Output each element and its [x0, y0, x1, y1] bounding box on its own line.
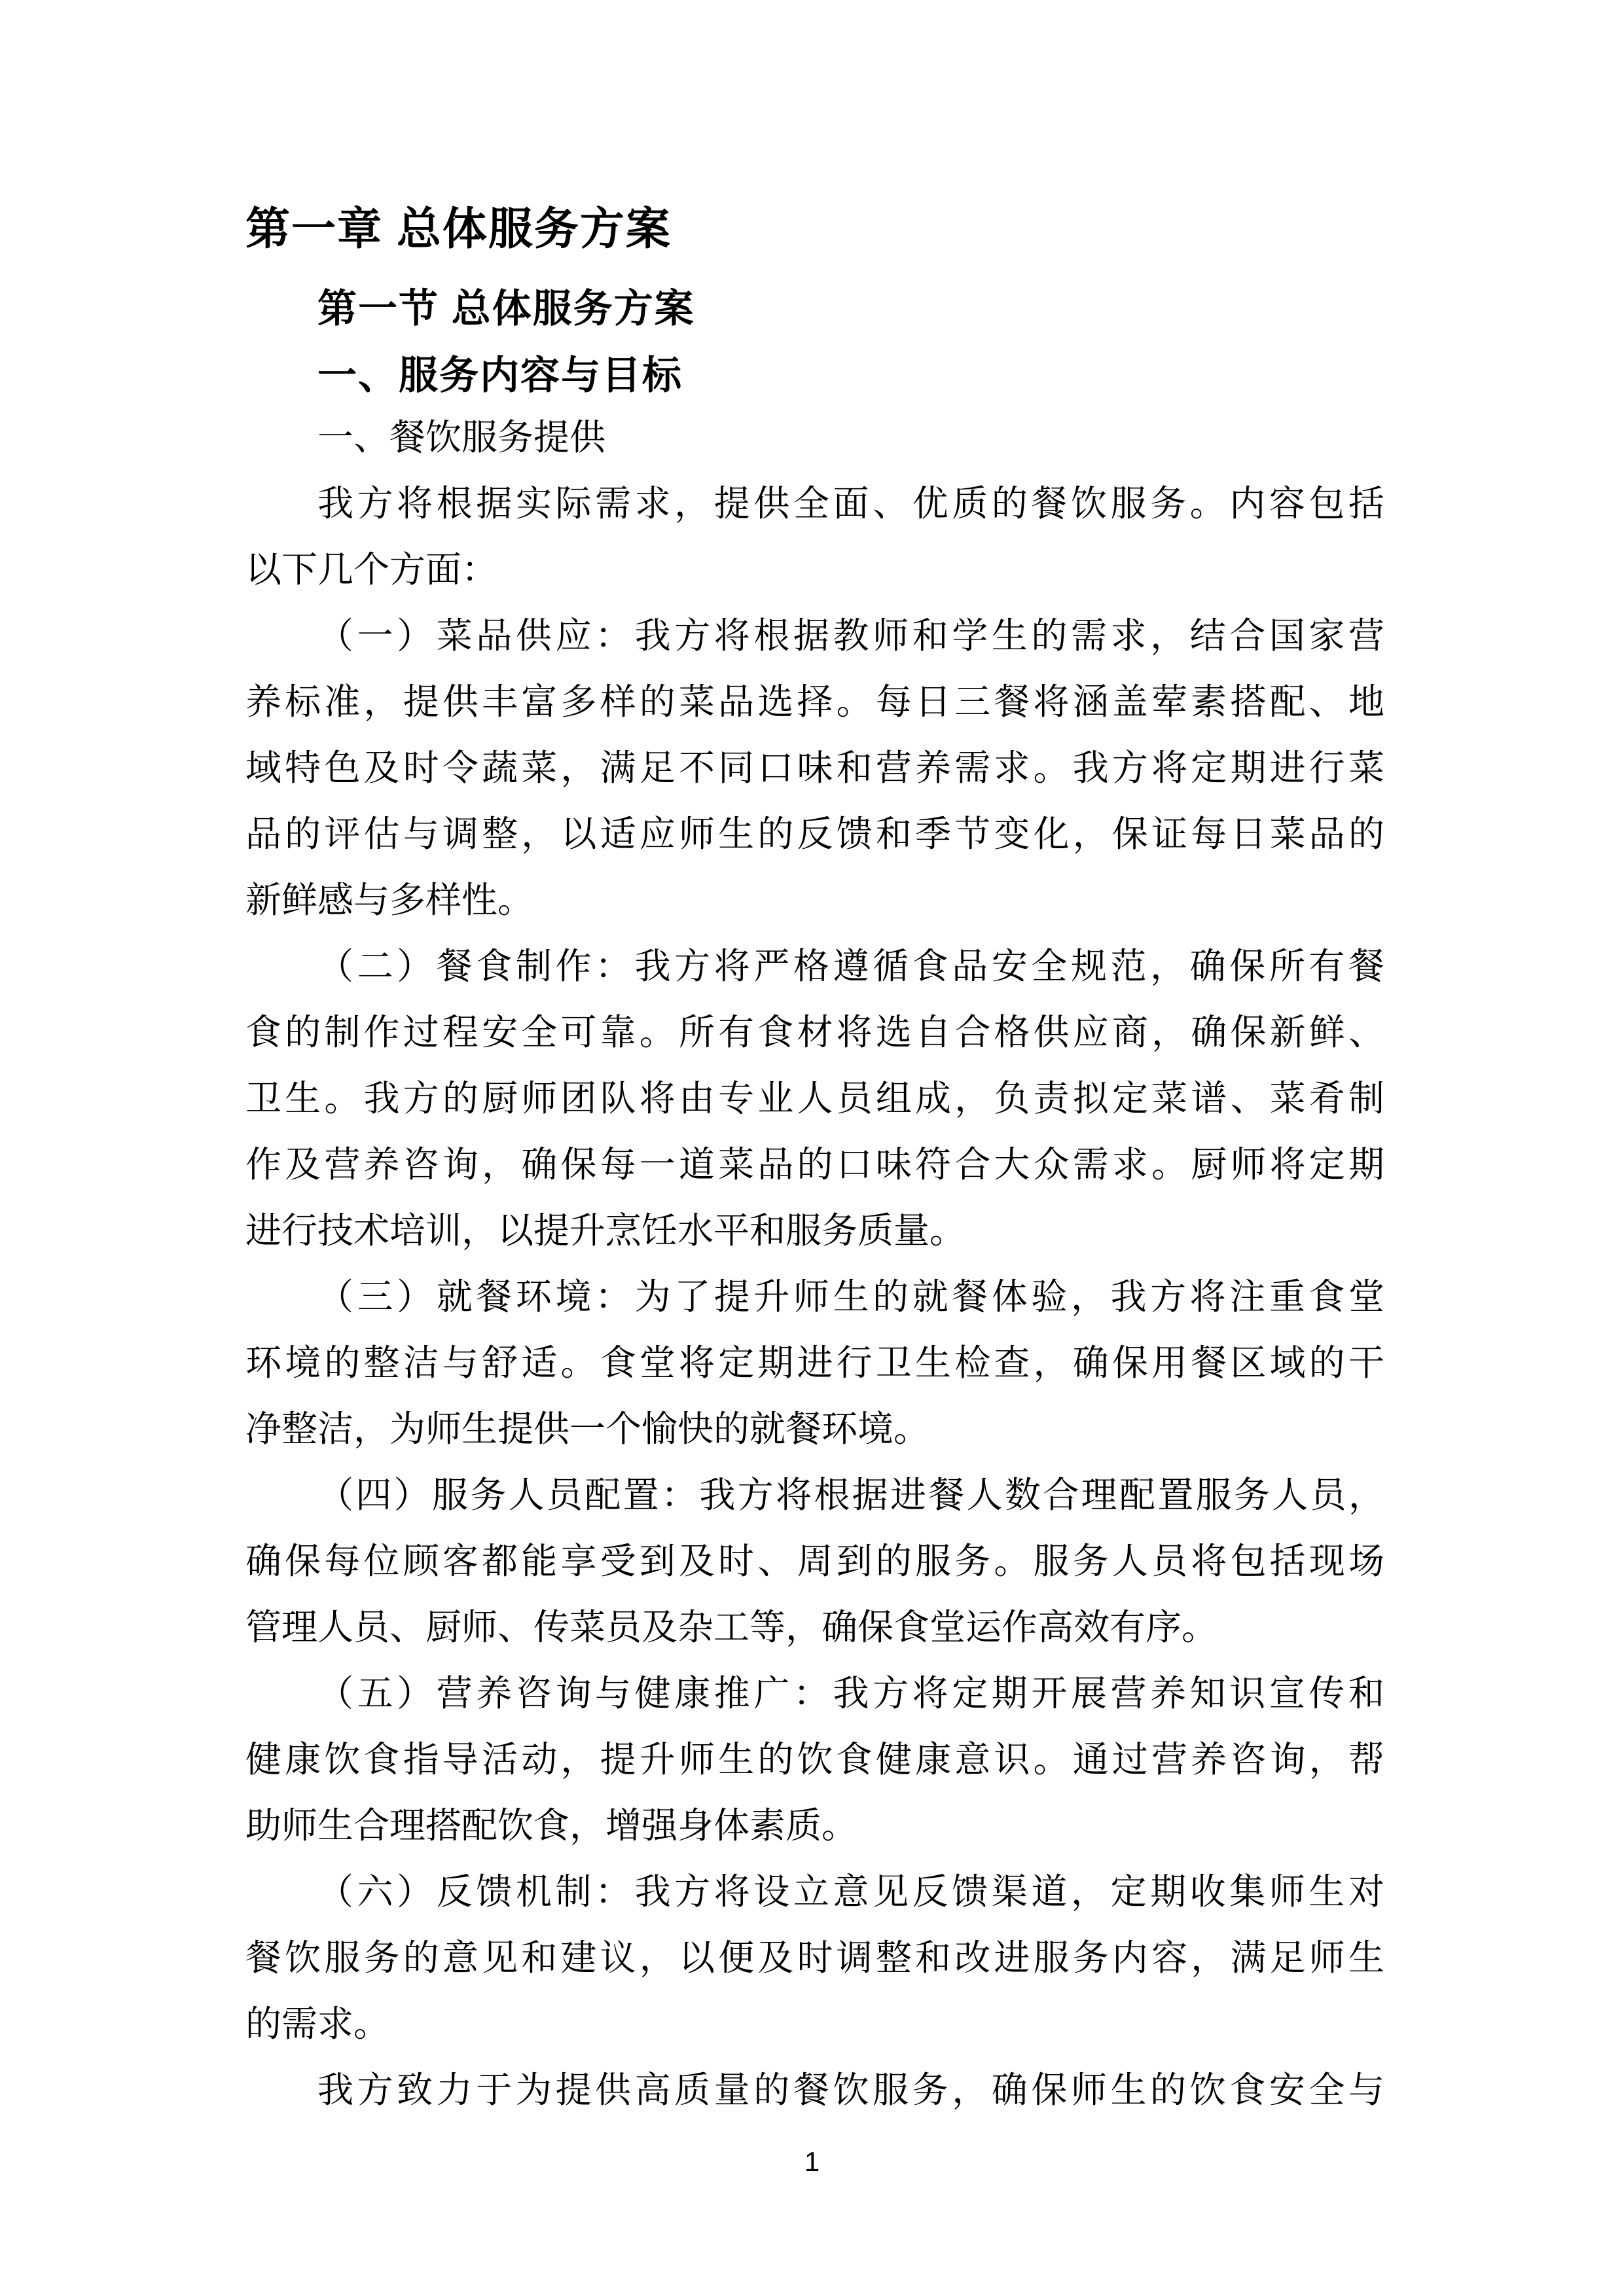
text-line: （三）就餐环境：为了提升师生的就餐体验，我方将注重食堂: [317, 1277, 1384, 1317]
chapter-heading: 第一章 总体服务方案: [245, 204, 672, 254]
text-line: 养标准，提供丰富多样的菜品选择。每日三餐将涵盖荤素搭配、地: [245, 682, 1384, 722]
text-line: 食的制作过程安全可靠。所有食材将选自合格供应商，确保新鲜、: [245, 1013, 1384, 1052]
text-line: 一、餐饮服务提供: [317, 418, 606, 457]
text-line: 我方将根据实际需求，提供全面、优质的餐饮服务。内容包括: [317, 484, 1384, 524]
section-heading: 第一节 总体服务方案: [317, 287, 695, 331]
page-footer: [0, 2145, 1624, 2178]
text-line: 作及营养咨询，确保每一道菜品的口味符合大众需求。厨师将定期: [245, 1145, 1384, 1185]
text-line: 以下几个方面：: [245, 550, 498, 590]
body-text: [245, 404, 1384, 2123]
text-line: （五）营养咨询与健康推广：我方将定期开展营养知识宣传和: [317, 1674, 1384, 1713]
text-line: 新鲜感与多样性。: [245, 880, 534, 920]
text-line: 环境的整洁与舒适。食堂将定期进行卫生检查，确保用餐区域的干: [245, 1343, 1384, 1383]
text-line: 净整洁，为师生提供一个愉快的就餐环境。: [245, 1409, 930, 1449]
text-line: 卫生。我方的厨师团队将由专业人员组成，负责拟定菜谱、菜肴制: [245, 1079, 1384, 1119]
text-line: 域特色及时令蔬菜，满足不同口味和营养需求。我方将定期进行菜: [245, 748, 1384, 788]
text-line: 餐饮服务的意见和建议，以便及时调整和改进服务内容，满足师生: [245, 1938, 1384, 1978]
text-line: 进行技术培训，以提升烹饪水平和服务质量。: [245, 1211, 966, 1251]
text-line: 的需求。: [245, 2004, 390, 2044]
text-line: 管理人员、厨师、传菜员及杂工等，确保食堂运作高效有序。: [245, 1607, 1218, 1647]
text-line: 助师生合理搭配饮食，增强身体素质。: [245, 1806, 858, 1846]
text-line: （四）服务人员配置：我方将根据进餐人数合理配置服务人员，: [317, 1475, 1384, 1515]
text-line: 确保每位顾客都能享受到及时、周到的服务。服务人员将包括现场: [245, 1541, 1384, 1581]
text-line: 品的评估与调整，以适应师生的反馈和季节变化，保证每日菜品的: [245, 814, 1384, 854]
text-line: 健康饮食指导活动，提升师生的饮食健康意识。通过营养咨询，帮: [245, 1740, 1384, 1780]
text-line: （一）菜品供应：我方将根据教师和学生的需求，结合国家营: [317, 616, 1384, 656]
text-line: （六）反馈机制：我方将设立意见反馈渠道，定期收集师生对: [317, 1872, 1384, 1912]
text-line: 我方致力于为提供高质量的餐饮服务，确保师生的饮食安全与: [317, 2070, 1384, 2110]
page-number: 1: [804, 2146, 820, 2177]
text-line: （二）餐食制作：我方将严格遵循食品安全规范，确保所有餐: [317, 946, 1384, 986]
subsection-heading: 一、服务内容与目标: [317, 353, 683, 397]
